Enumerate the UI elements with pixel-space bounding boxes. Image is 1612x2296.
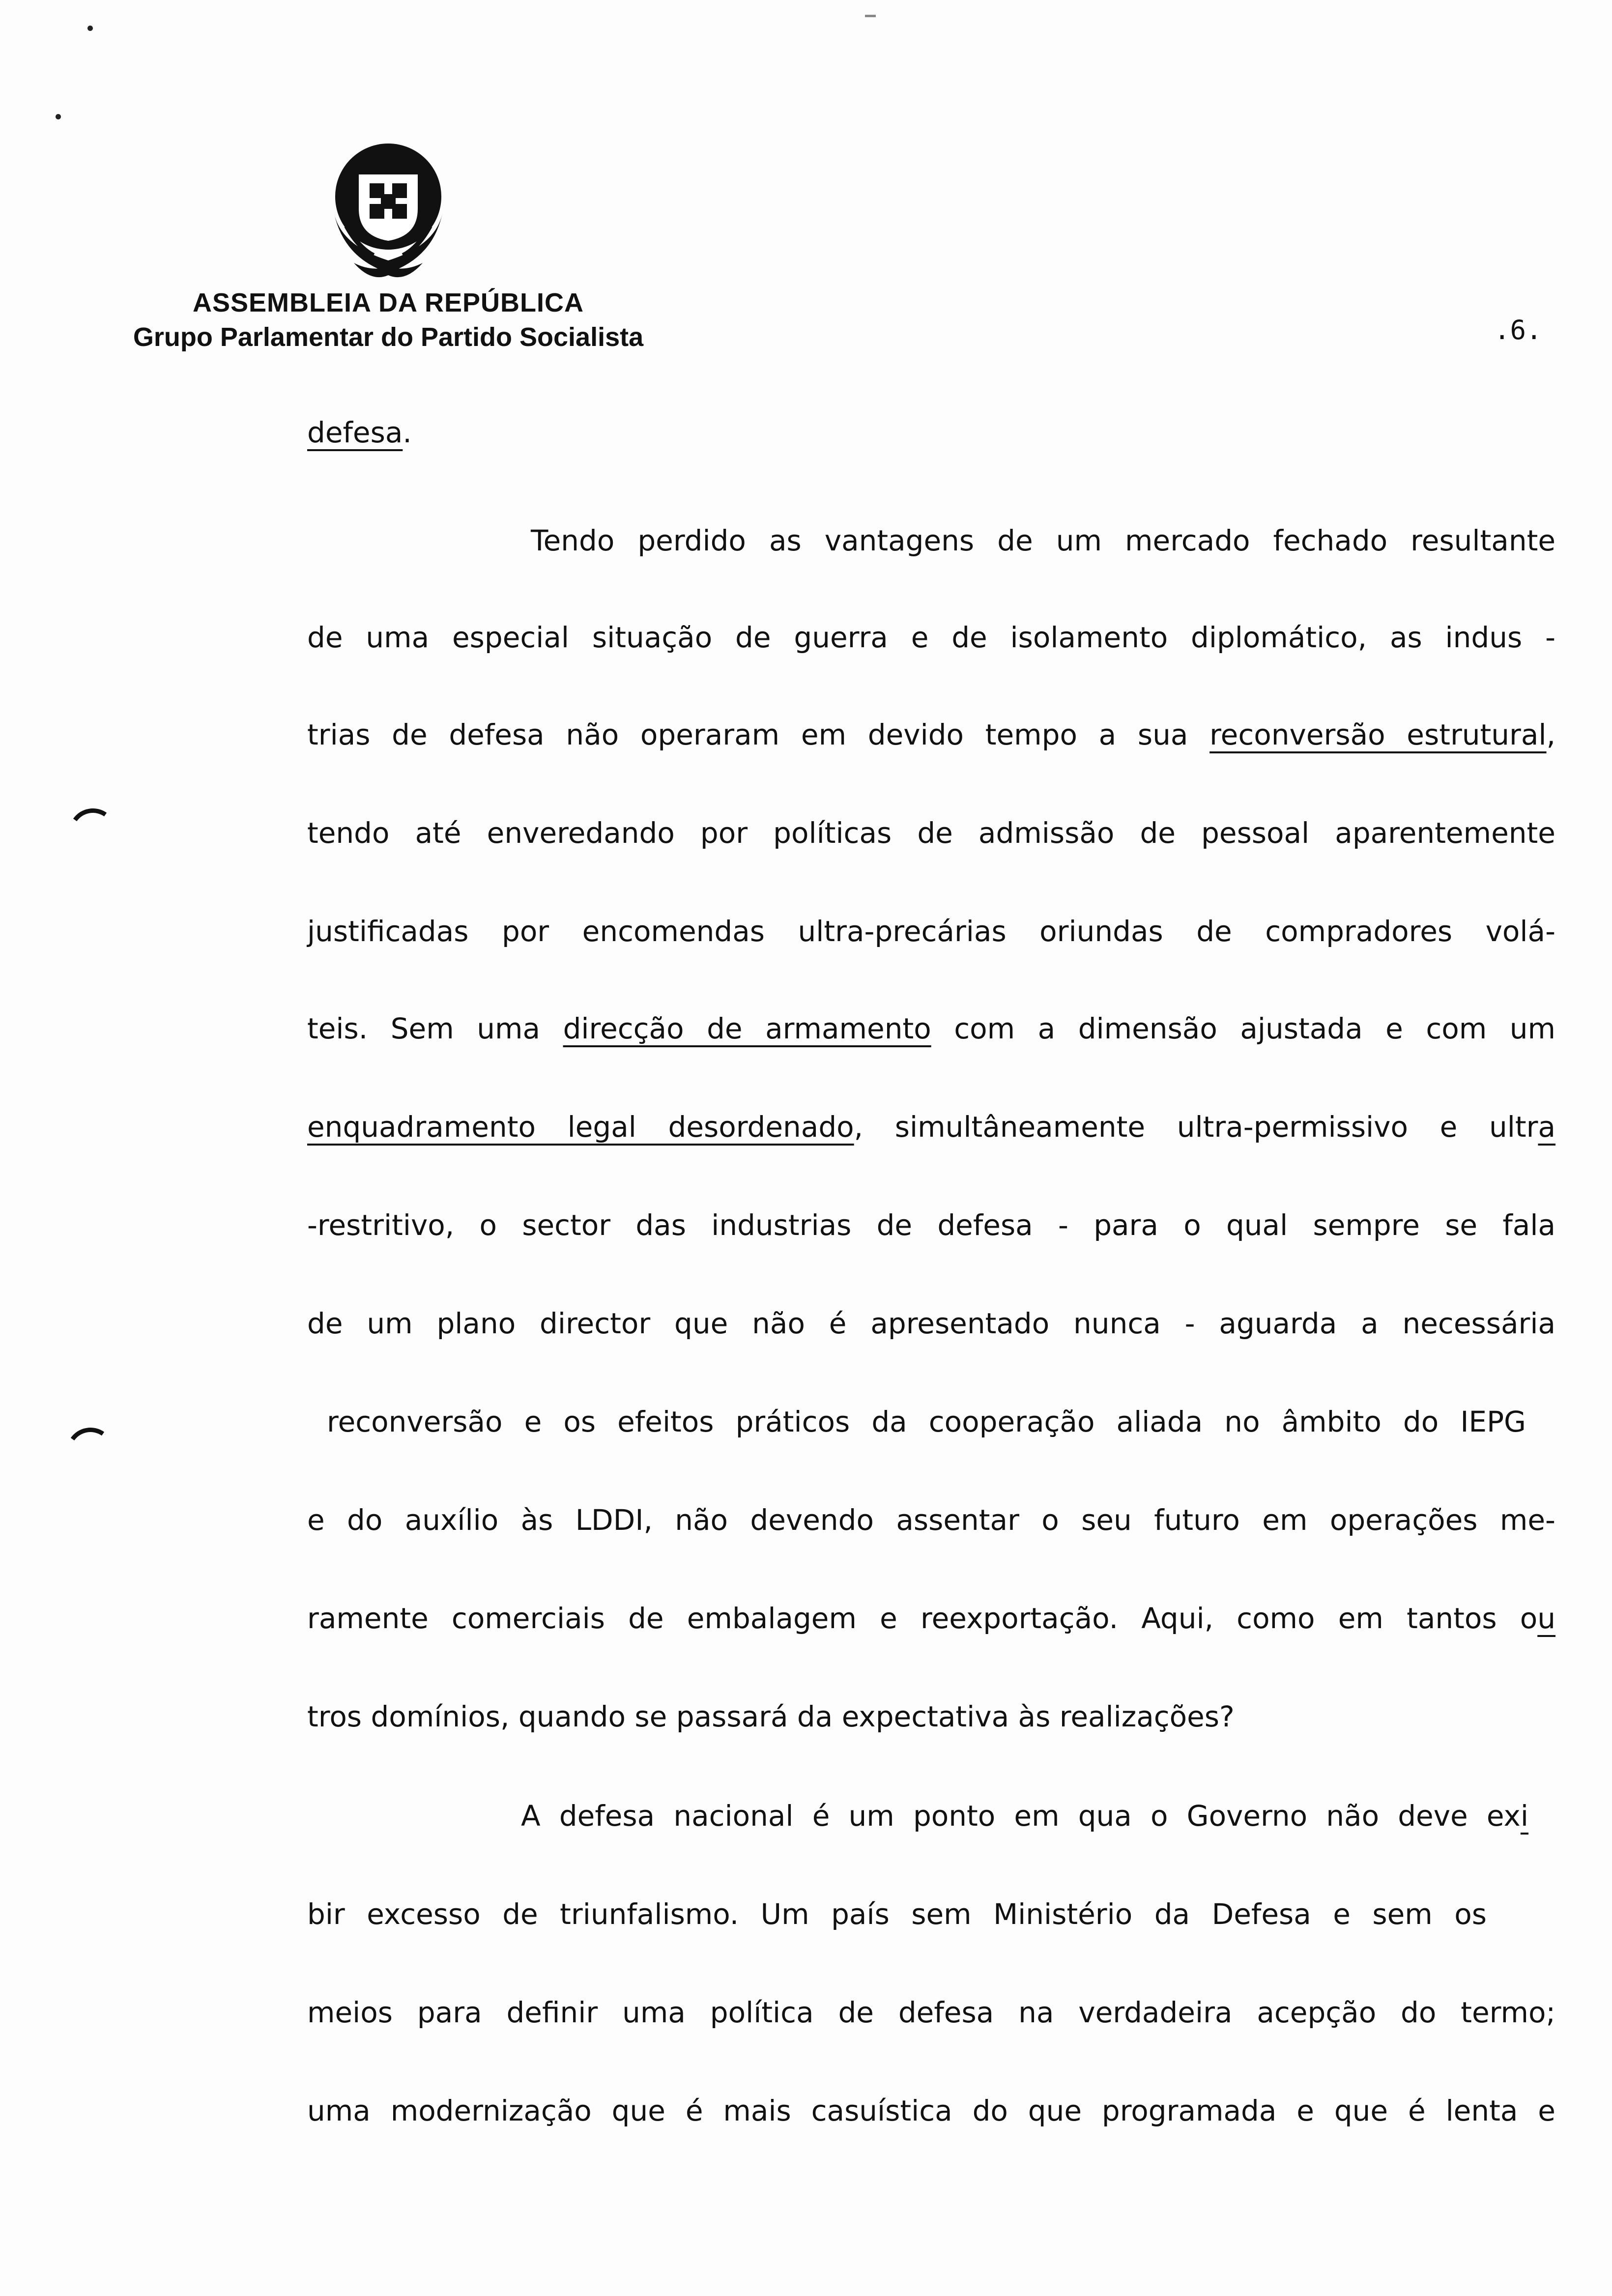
- underlined-text: enquadramento legal desordenado: [307, 1110, 854, 1144]
- page-number: .6.: [1494, 315, 1542, 345]
- text-segment: uma modernização que é mais casuística do que programada e que é lenta e: [307, 2094, 1555, 2127]
- text-segment: Tendo perdido as vantagens de um mercado fechado resultante: [531, 524, 1555, 557]
- text-segment: de uma especial situação de guerra e de isolamento diplomático, as indus -: [307, 621, 1555, 654]
- text-segment: trias de defesa não operaram em devido tempo a sua: [307, 718, 1210, 751]
- text-line: [307, 713, 1555, 757]
- underlined-text: i: [1520, 1799, 1528, 1833]
- text-line: [521, 1794, 1528, 1838]
- text-segment: e do auxílio às LDDI, não devendo assentar o seu futuro em operações me-: [307, 1503, 1555, 1537]
- scan-speck: [56, 114, 61, 119]
- text-segment: reconversão e os efeitos práticos da cooperação aliada no âmbito do IEPG: [327, 1405, 1526, 1438]
- text-segment: de um plano director que não é apresentado nunca - aguarda a necessária: [307, 1307, 1555, 1340]
- parliamentary-group-name: Grupo Parlamentar do Partido Socialista: [133, 322, 644, 352]
- text-segment: ,: [1546, 718, 1555, 751]
- text-line: [307, 1105, 1555, 1149]
- text-line: [531, 518, 1555, 563]
- text-line: [307, 1892, 1487, 1936]
- text-line: [307, 1006, 1555, 1051]
- underlined-text: a: [1538, 1110, 1555, 1144]
- coat-of-arms-emblem: [324, 140, 452, 283]
- text-line: [327, 1400, 1526, 1444]
- institution-name: ASSEMBLEIA DA REPÚBLICA: [192, 288, 584, 317]
- text-segment: com a dimensão ajustada e com um: [931, 1012, 1555, 1045]
- text-segment: tendo até enveredando por políticas de admissão de pessoal aparentemente: [307, 816, 1555, 850]
- text-line: [307, 1498, 1555, 1542]
- text-line: [307, 811, 1555, 855]
- text-segment: .: [403, 416, 412, 449]
- text-line: [307, 410, 1555, 455]
- text-line: [307, 1203, 1555, 1247]
- punch-hole-mark: [62, 1424, 118, 1480]
- text-line: [307, 1694, 1555, 1739]
- text-segment: teis. Sem uma: [307, 1012, 563, 1045]
- text-line: [307, 615, 1555, 660]
- scan-speck: [87, 26, 93, 31]
- underlined-text: direcção de armamento: [563, 1012, 931, 1045]
- text-segment: -restritivo, o sector das industrias de defesa - para o qual sempre se fala: [307, 1208, 1555, 1242]
- scan-speck: [865, 15, 876, 17]
- text-line: [307, 1990, 1555, 2035]
- underlined-text: defesa: [307, 416, 403, 449]
- text-segment: ramente comerciais de embalagem e reexportação. Aqui, como em tantos o: [307, 1602, 1538, 1635]
- text-segment: , simultâneamente ultra-permissivo e ultr: [854, 1110, 1538, 1144]
- text-segment: tros domínios, quando se passará da expectativa às realizações?: [307, 1700, 1235, 1733]
- text-segment: meios para definir uma política de defesa na verdadeira acepção do termo;: [307, 1996, 1555, 2029]
- underlined-text: u: [1537, 1602, 1555, 1635]
- text-segment: justificadas por encomendas ultra-precárias oriundas de compradores volá-: [307, 915, 1555, 948]
- underlined-text: reconversão estrutural: [1209, 718, 1547, 751]
- text-line: [307, 2089, 1555, 2133]
- text-line: [307, 909, 1555, 953]
- text-segment: A defesa nacional é um ponto em qua o Governo não deve ex: [521, 1799, 1521, 1833]
- text-line: [307, 1301, 1555, 1346]
- punch-hole-mark: [65, 804, 121, 861]
- text-line: [307, 1596, 1555, 1640]
- text-segment: bir excesso de triunfalismo. Um país sem Ministério da Defesa e sem os: [307, 1897, 1487, 1931]
